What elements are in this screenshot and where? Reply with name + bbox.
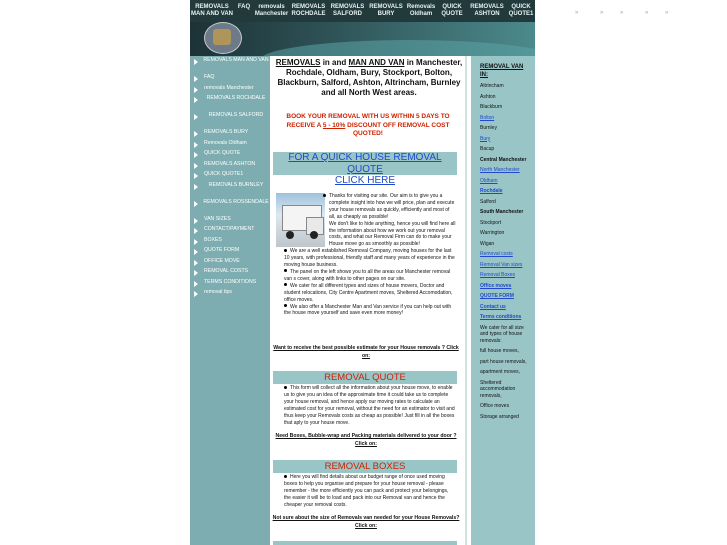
right-nav-item[interactable]: Removal costs (480, 251, 513, 257)
sidebar-item[interactable]: REMOVALS MAN AND VAN (190, 58, 270, 75)
top-nav-item[interactable]: Removals Oldham (406, 4, 436, 17)
right-nav-item: Sheltered accommodation removals, (480, 379, 516, 399)
top-nav-item[interactable]: REMOVALS ASHTON (470, 4, 504, 17)
top-nav-item[interactable]: REMOVALS BURY (369, 4, 403, 17)
right-nav-item: We cater for all size and types of house removals: (480, 324, 524, 344)
right-nav-item[interactable]: North Manchester (480, 167, 520, 173)
next-section-header (273, 541, 457, 545)
right-nav-item: Salford (480, 198, 496, 205)
sidebar-item[interactable]: QUICK QUOTE (190, 151, 270, 162)
sidebar-item[interactable]: FAQ (190, 75, 270, 86)
sidebar-item[interactable]: OFFICE MOVE (190, 259, 270, 270)
header-banner (190, 22, 535, 56)
right-nav-item: full house moves, (480, 348, 519, 354)
right-nav-item[interactable]: Contact us (480, 303, 506, 310)
right-nav-item: Bacup (480, 146, 495, 152)
sidebar-item[interactable]: VAN SIZES (190, 217, 270, 228)
right-nav-item: Warrington (480, 230, 505, 236)
far-link[interactable]: » (600, 10, 604, 16)
right-nav-item: apartment moves, (480, 369, 521, 375)
right-nav-item[interactable]: Removal Van sizes (480, 261, 523, 268)
quick-quote-banner[interactable] (273, 152, 457, 186)
right-nav-item: Office moves (480, 403, 510, 409)
sidebar-item[interactable]: REMOVALS ROSSENDALE (190, 200, 270, 217)
quick-quote-line[interactable]: FOR A QUICK HOUSE REMOVAL QUOTE (288, 152, 442, 175)
top-nav-item[interactable]: REMOVALS SALFORD (330, 4, 365, 17)
intro-item: We don't like to hide anything, hence you will find here all the information about how we work out your removal costs, and what our Removal Firm can do to make your House move go as smoothly as possible! (329, 220, 456, 248)
click-here-link[interactable]: CLICK HERE (334, 175, 395, 186)
sidebar-item[interactable]: REMOVAL COSTS (190, 269, 270, 280)
removal-quote-text (284, 385, 456, 426)
page-headline (274, 58, 464, 98)
right-nav-item: Storage arranged (480, 413, 519, 420)
right-nav-item: Ashton (480, 93, 496, 100)
top-nav-item[interactable]: FAQ (237, 4, 251, 10)
banner-swoosh (260, 40, 535, 56)
intro-list (284, 193, 456, 317)
right-nav-item: Wigan (480, 240, 495, 247)
top-navigation (190, 0, 535, 22)
estimate-caption-link[interactable]: Want to receive the best possible estimate for your House removals ? Click on: (273, 345, 459, 359)
sidebar-item[interactable]: REMOVALS SALFORD (190, 113, 270, 130)
far-link[interactable]: » (575, 10, 579, 16)
right-nav-item[interactable]: Bolton (480, 114, 495, 121)
boxes-caption-link[interactable]: Need Boxes, Bubble-wrap and Packing materials delivered to your door ? Click on: (275, 433, 457, 447)
quote-description: This form will collect all the information about your house move, to enable us to give you an idea of the approximate time it could take us to complete your house removal, and hence apply our moving rates to calculate an estimated cost for your removal, without the need for an estimator to visit and thus keep your Removals costs as cheap as possible! Just fill in all the boxes that aply to your house move. (284, 385, 455, 426)
right-nav-item: Blackburn (480, 104, 503, 110)
headline-manvan-link[interactable]: MAN AND VAN (348, 58, 405, 67)
right-nav-item: Burnley (480, 125, 497, 131)
sidebar-item[interactable]: REMOVALS BURNLEY (190, 183, 270, 200)
left-navigation (190, 58, 270, 301)
right-nav-item[interactable]: Bury (480, 135, 491, 142)
booking-discount-notice (280, 113, 456, 139)
sidebar-item[interactable]: QUOTE FORM (190, 248, 270, 259)
intro-item: We are a well established Removal Company, moving houses for the last 10 years, with professional, friendly staff and many years of experience in the moving house business. (284, 248, 455, 269)
right-nav-item[interactable]: Office moves (480, 282, 512, 289)
headline-text-2: in Manchester, Rochdale, Oldham, Bury, Stockport, Bolton, Blackburn, Salford, Ashton, Altrincham, Burnley and all North West areas. (277, 58, 463, 97)
sidebar-item[interactable]: REMOVALS ASHTON (190, 162, 270, 173)
top-nav-item[interactable]: removals Manchester (254, 4, 289, 17)
intro-item: The panel on the left shows you to all the areas our Manchester removal van s cover, along with links to other pages on our site. (284, 268, 451, 282)
van-size-caption-link[interactable]: Not sure about the size of Removals van needed for your House Removals? Click on: (272, 515, 460, 529)
right-navigation (480, 64, 530, 424)
right-nav-item[interactable]: QUOTE FORM (480, 293, 514, 299)
intro-item: We cater for all different types and sizes of house movers, Doctor and student relocations, City Centre Apartment moves, Sheltered Accomodation, office moves. (284, 282, 453, 303)
top-nav-item[interactable]: REMOVALS ROCHDALE (291, 4, 326, 17)
sidebar-item[interactable]: removals Manchester (190, 86, 270, 97)
far-link[interactable]: » (645, 10, 649, 16)
top-nav-item[interactable]: QUICK QUOTE1 (508, 4, 534, 17)
sidebar-item[interactable]: removal tips (190, 290, 270, 301)
far-link[interactable]: » (620, 10, 624, 16)
right-nav-item: Stockport (480, 219, 502, 226)
booking-line-1: BOOK YOUR REMOVAL WITH US WITHIN 5 DAYS TO RECEIVE A (286, 113, 450, 129)
right-nav-item[interactable]: Rochdale (480, 188, 503, 194)
sidebar-item[interactable]: REMOVALS BURY (190, 130, 270, 141)
intro-item: Thanks for visiting our site. Our aim is to give you a complete insight into how we will price, plan and execute your house removals as quickly, efficiently and most of all, as cheaply as possible! (329, 193, 455, 220)
right-nav-item: Central Manchester (480, 156, 527, 163)
right-nav-heading: REMOVAL VAN IN: (480, 64, 524, 78)
removal-boxes-text (284, 474, 456, 509)
headline-removals-link[interactable]: REMOVALS (275, 58, 321, 67)
far-link[interactable]: » (665, 10, 669, 16)
sidebar-item[interactable]: TERMS CONDITIONS (190, 280, 270, 291)
right-nav-item[interactable]: Terms conditions (480, 314, 522, 320)
right-nav-item: Altrincham (480, 83, 504, 89)
right-nav-item: part house removals, (480, 358, 527, 365)
right-nav-item[interactable]: Oldham (480, 177, 498, 184)
top-nav-item[interactable]: REMOVALS MAN AND VAN (191, 4, 233, 17)
sidebar-item[interactable]: QUICK QUOTE1 (190, 172, 270, 183)
headline-text: in and (320, 58, 349, 67)
sidebar-item[interactable]: BOXES (190, 238, 270, 249)
discount-value: 5 - 10% (322, 121, 346, 129)
removal-boxes-header[interactable]: REMOVAL BOXES (273, 460, 457, 473)
booking-line-2: DISCOUNT OFF REMOVAL COST QUOTED! (345, 121, 450, 137)
right-nav-item: South Manchester (480, 209, 524, 215)
company-logo (204, 22, 242, 54)
removal-quote-header[interactable]: REMOVAL QUOTE (273, 371, 457, 384)
sidebar-item[interactable]: Removals Oldham (190, 141, 270, 152)
top-nav-item[interactable]: QUICK QUOTE (441, 4, 463, 17)
sidebar-item[interactable]: REMOVALS ROCHDALE (190, 96, 270, 113)
right-nav-item[interactable]: Removal Boxes (480, 272, 516, 278)
boxes-description: Here you will find details about our budget range of once used moving boxes to help you organise and prepare for your house removal - please remember - the more efficiently you can pack and protect your belongings, the easier it will be to load and pack into our Removal van and hence the cheaper your removal costs. (284, 474, 449, 508)
intro-item: We also offer a Manchester Man and Van service if you can help out with the house move yourself and save even more money! (284, 303, 452, 317)
sidebar-item[interactable]: CONTACT/PAYMENT (190, 227, 270, 238)
